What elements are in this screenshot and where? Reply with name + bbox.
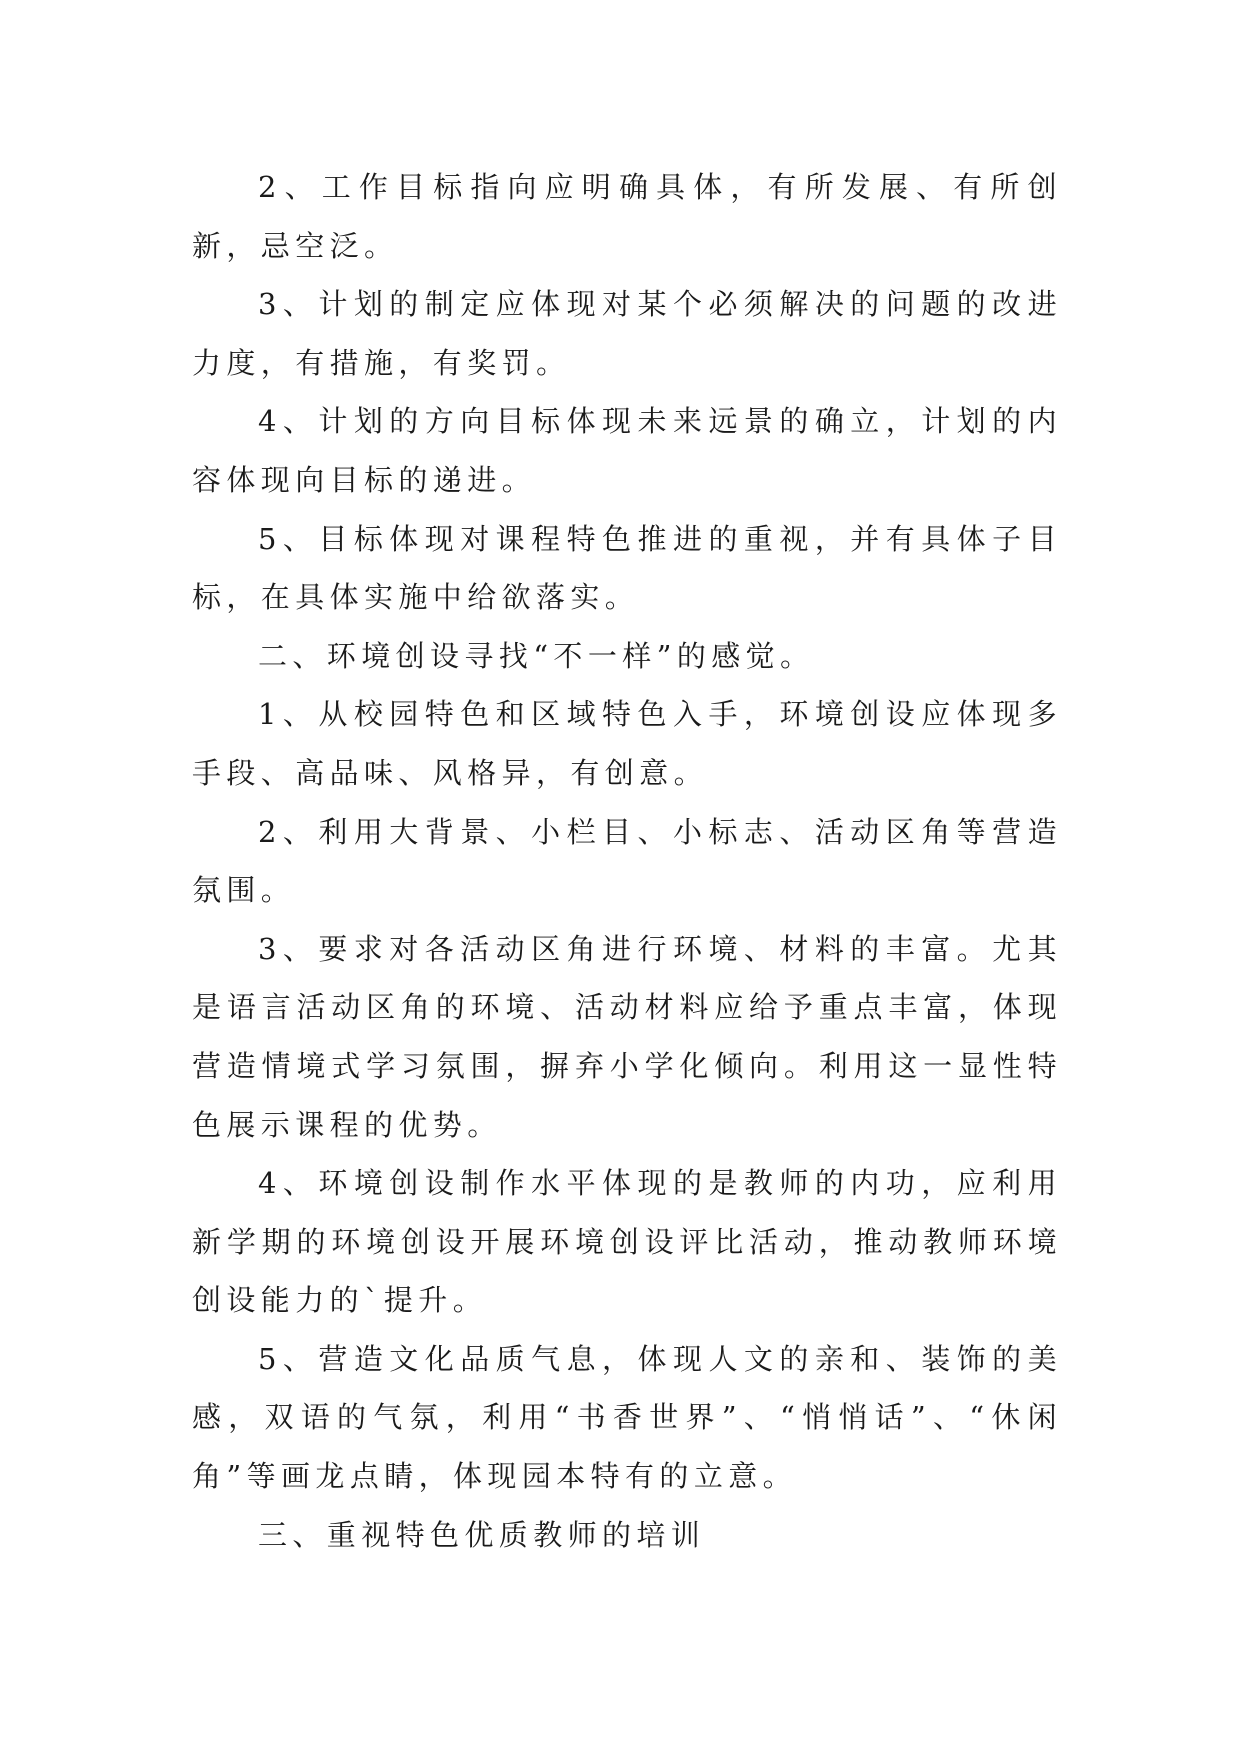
paragraph-plan-3: 3、计划的制定应体现对某个必须解决的问题的改进力度，有措施，有奖罚。 — [192, 287, 1062, 380]
paragraph-environment-4: 4、环境创设制作水平体现的是教师的内功，应利用新学期的环境创设开展环境创设评比活动，推动教师环境创设能力的`提升。 — [192, 1166, 1062, 1318]
paragraph-environment-5: 5、营造文化品质气息，体现人文的亲和、装饰的美感，双语的气氛，利用“书香世界”、“悄悄话”、“休闲角”等画龙点睛，体现园本特有的立意。 — [192, 1341, 1062, 1494]
paragraph-plan-4: 4、计划的方向目标体现未来远景的确立，计划的内容体现向目标的递进。 — [192, 404, 1062, 497]
paragraph-goal-5: 5、目标体现对课程特色推进的重视，并有具体子目标，在具体实施中给欲落实。 — [192, 521, 1062, 615]
paragraph-goal-2: 2、工作目标指向应明确具体，有所发展、有所创新，忌空泛。 — [192, 170, 1062, 263]
document-body — [192, 158, 1062, 1564]
section-heading-environment: 二、环境创设寻找“不一样”的感觉。 — [258, 638, 815, 673]
paragraph-environment-3: 3、要求对各活动区角进行环境、材料的丰富。尤其是语言活动区角的环境、活动材料应给予重点丰富，体现营造情境式学习氛围，摒弃小学化倾向。利用这一显性特色展示课程的优势。 — [192, 931, 1062, 1142]
section-heading-teacher-training: 三、重视特色优质教师的培训 — [258, 1517, 706, 1552]
paragraph-environment-1: 1、从校园特色和区域特色入手，环境创设应体现多手段、高品味、风格异，有创意。 — [192, 697, 1062, 790]
paragraph-environment-2: 2、利用大背景、小栏目、小标志、活动区角等营造氛围。 — [192, 814, 1062, 908]
